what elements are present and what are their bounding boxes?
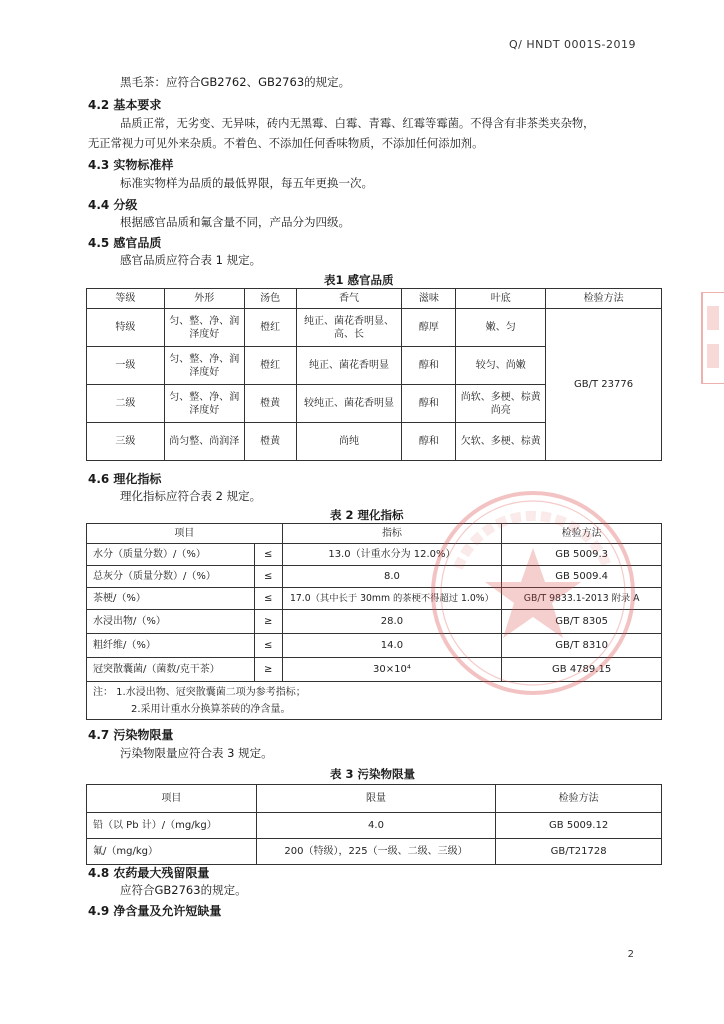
table-cell: 水浸出物/（%） [87,610,255,634]
table-1-header-grade: 等级 [87,289,165,309]
table-cell: 橙红 [244,347,296,385]
table-cell: 铅（以 Pb 计）/（mg/kg） [87,813,257,839]
table-cell: 200（特级），225（一级、二级、三级） [256,839,496,865]
section-4-6-paragraph: 理化指标应符合表 2 规定。 [120,489,262,503]
table-cell: 茶梗/（%） [87,588,255,610]
table-cell: 嫩、匀 [456,309,546,347]
table-cell: GB 5009.4 [502,566,662,588]
sensory-quality-table [86,288,662,461]
section-4-3-paragraph: 标准实物样为品质的最低界限，每五年更换一次。 [120,176,373,190]
table-cell: 较匀、尚嫩 [456,347,546,385]
table-cell: 橙红 [244,309,296,347]
section-4-4-paragraph: 根据感官品质和氟含量不同，产品分为四级。 [120,215,350,229]
table-cell: 橙黄 [244,385,296,423]
table-cell: ≥ [254,658,282,682]
section-4-3-heading: 4.3 实物标准样 [88,158,174,172]
section-4-7-paragraph: 污染物限量应符合表 3 规定。 [120,746,273,760]
table-row [87,813,662,839]
table-row [87,839,662,865]
table-cell: GB/T 8305 [502,610,662,634]
edge-seal-stamp [696,292,724,384]
table-cell: 尚匀整、尚润泽 [164,423,244,461]
table-cell: 粗纤维/（%） [87,634,255,658]
table-cell: ≤ [254,634,282,658]
table-cell: ≥ [254,610,282,634]
table-cell: 水分（质量分数）/（%） [87,544,255,566]
table-3-caption: 表 3 污染物限量 [330,767,416,781]
table-cell: 纯正、菌花香明显 [296,347,402,385]
table-cell: 醇厚 [402,309,456,347]
table-cell: 氟/（mg/kg） [87,839,257,865]
table-cell: 总灰分（质量分数）/（%） [87,566,255,588]
table-cell: 28.0 [282,610,502,634]
table-row [87,588,662,610]
table-cell: 纯正、菌花香明显、高、长 [296,309,402,347]
physicochemical-table [86,523,662,720]
table-2-header-row [87,524,662,544]
table-cell: ≤ [254,588,282,610]
table-row [87,658,662,682]
intro-line: 黑毛茶：应符合GB2762、GB2763的规定。 [120,75,351,89]
table-1-header-leaf-base: 叶底 [456,289,546,309]
table-cell: 二级 [87,385,165,423]
table-1-header-aroma: 香气 [296,289,402,309]
table-cell: 匀、整、净、润泽度好 [164,347,244,385]
table-cell: 尚纯 [296,423,402,461]
table-row [87,610,662,634]
table-row [87,544,662,566]
table-cell: 醇和 [402,347,456,385]
table-3-header-test-method: 检验方法 [496,785,662,813]
table-3-header-item: 项目 [87,785,257,813]
table-cell: 冠突散囊菌/（菌数/克干茶） [87,658,255,682]
table-cell: GB 5009.12 [496,813,662,839]
table-cell: 13.0（计重水分为 12.0%） [282,544,502,566]
table-cell: 匀、整、净、润泽度好 [164,385,244,423]
table-cell: 醇和 [402,385,456,423]
table-cell: 特级 [87,309,165,347]
table-1-header-test-method: 检验方法 [546,289,662,309]
section-4-4-heading: 4.4 分级 [88,198,138,212]
section-4-8-paragraph: 应符合GB2763的规定。 [120,883,247,897]
table-2-note-cell [87,682,662,720]
table-cell: 匀、整、净、润泽度好 [164,309,244,347]
table-cell: 三级 [87,423,165,461]
section-4-7-heading: 4.7 污染物限量 [88,728,174,742]
document-code: Q/ HNDT 0001S-2019 [509,38,636,51]
table-cell: 尚软、多梗、棕黄尚亮 [456,385,546,423]
table-cell: ≤ [254,566,282,588]
table-cell: GB 4789.15 [502,658,662,682]
table-3-header-row [87,785,662,813]
table-row [87,309,662,347]
table-2-header-index: 指标 [282,524,502,544]
table-cell: GB/T 9833.1-2013 附录 A [502,588,662,610]
table-cell: 17.0（其中长于 30mm 的茶梗不得超过 1.0%） [282,588,502,610]
section-4-5-heading: 4.5 感官品质 [88,236,162,250]
table-cell: ≤ [254,544,282,566]
table-1-header-liquor-color: 汤色 [244,289,296,309]
table-cell: GB/T 8310 [502,634,662,658]
table-2-note-2: 2.采用计重水分换算茶砖的净含量。 [131,703,291,715]
table-cell: 4.0 [256,813,496,839]
table-3-header-limit: 限量 [256,785,496,813]
section-4-2-heading: 4.2 基本要求 [88,98,162,112]
table-cell: 一级 [87,347,165,385]
table-cell: 橙黄 [244,423,296,461]
section-4-6-heading: 4.6 理化指标 [88,472,162,486]
section-4-2-paragraph-1: 品质正常，无劣变、无异味，砖内无黑霉、白霉、青霉、红霉等霉菌。不得含有非茶类夹杂物， [120,117,595,130]
table-cell: 醇和 [402,423,456,461]
table-cell: GB/T21728 [496,839,662,865]
table-cell: 较纯正、菌花香明显 [296,385,402,423]
table-2-header-test-method: 检验方法 [502,524,662,544]
table-2-caption: 表 2 理化指标 [330,508,404,522]
section-4-2-paragraph-2: 无正常视力可见外来杂质。不着色、不添加任何香味物质，不添加任何添加剂。 [88,137,484,150]
table-2-header-item: 项目 [87,524,283,544]
section-4-9-heading: 4.9 净含量及允许短缺量 [88,904,222,918]
table-1-header-row [87,289,662,309]
page-number: 2 [627,949,634,960]
table-cell: 14.0 [282,634,502,658]
table-cell: 30×10⁴ [282,658,502,682]
section-4-5-paragraph: 感官品质应符合表 1 规定。 [120,253,262,267]
table-2-note-1: 注： 1.水浸出物、冠突散囊菌二项为参考指标； [93,686,306,698]
table-1-caption: 表1 感官品质 [324,273,394,287]
table-row [87,566,662,588]
table-cell: GB 5009.3 [502,544,662,566]
table-1-test-method-cell: GB/T 23776 [546,309,662,461]
table-cell: 8.0 [282,566,502,588]
table-cell: 欠软、多梗、棕黄 [456,423,546,461]
contaminant-table [86,784,662,865]
table-2-note-row [87,682,662,720]
table-1-header-appearance: 外形 [164,289,244,309]
section-4-8-heading: 4.8 农药最大残留限量 [88,866,210,880]
table-1-header-taste: 滋味 [402,289,456,309]
table-row [87,634,662,658]
